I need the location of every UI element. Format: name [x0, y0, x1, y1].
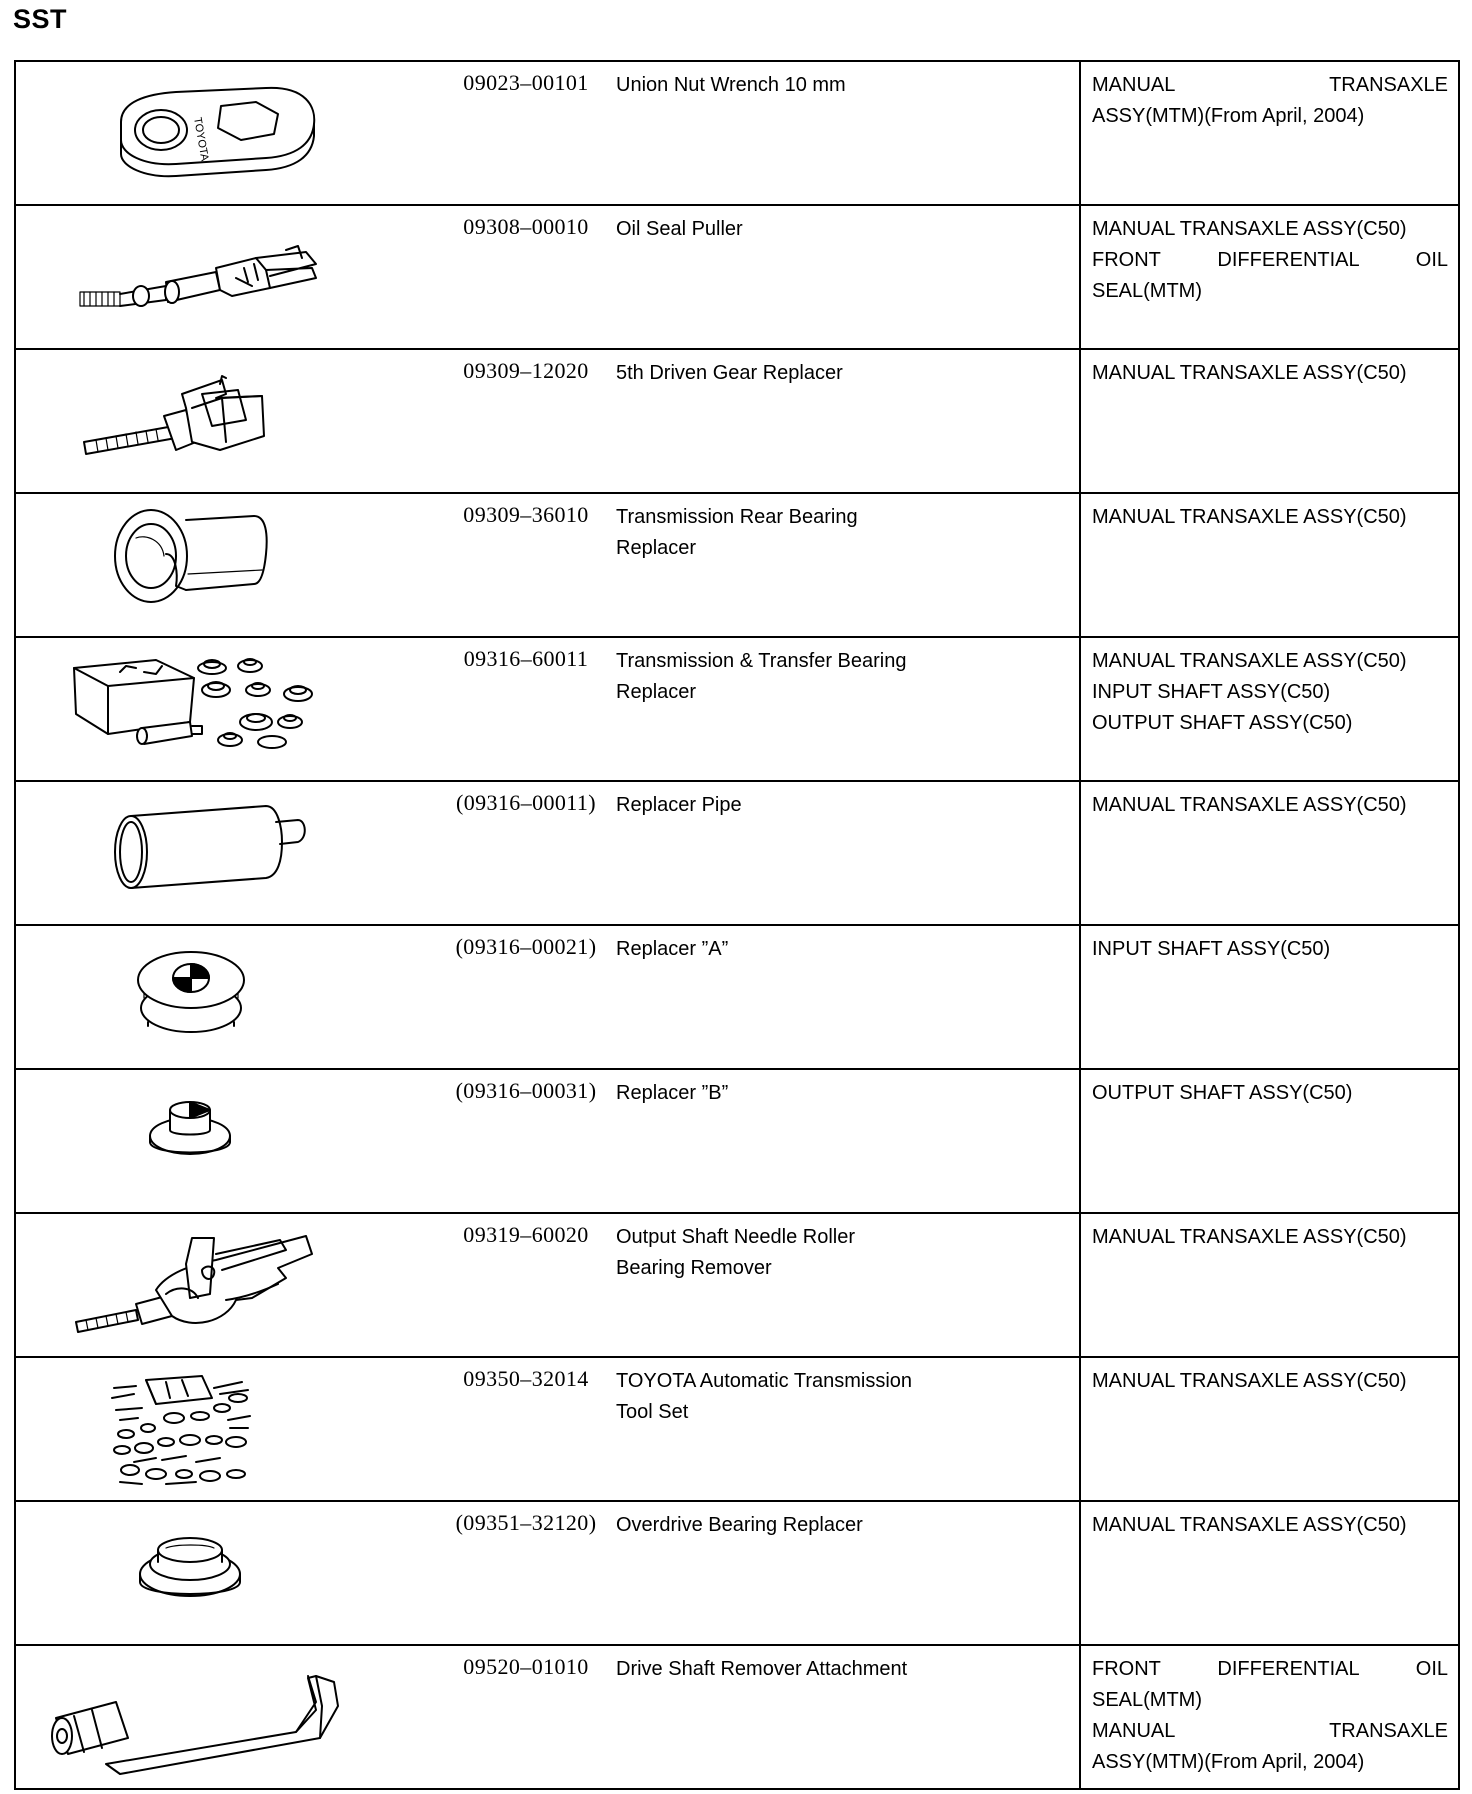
- application-line: OUTPUT SHAFT ASSY(C50): [1092, 712, 1353, 734]
- table-row: [15, 1501, 1459, 1645]
- tool-name: [616, 493, 1080, 637]
- application-cell: [1080, 1357, 1459, 1501]
- tool-name: [616, 1069, 1080, 1213]
- application-line: SEAL(MTM): [1092, 280, 1202, 302]
- needle-roller-bearing-remover-icon: [15, 1213, 436, 1357]
- application-cell: [1080, 1069, 1459, 1213]
- application-line: FRONT DIFFERENTIAL OIL: [1092, 249, 1448, 271]
- table-row: [15, 349, 1459, 493]
- tool-name-line: Replacer ”A”: [616, 938, 729, 960]
- application-cell: [1080, 1501, 1459, 1645]
- tool-name: [616, 637, 1080, 781]
- tool-name: [616, 1357, 1080, 1501]
- tool-name: [616, 1501, 1080, 1645]
- gear-replacer-icon: [15, 349, 436, 493]
- application-line: INPUT SHAFT ASSY(C50): [1092, 681, 1331, 703]
- tool-name-line: Replacer Pipe: [616, 794, 742, 816]
- tool-name: [616, 349, 1080, 493]
- tool-name-line: Bearing Remover: [616, 1257, 772, 1279]
- table-row: [15, 637, 1459, 781]
- part-number: 09520–01010: [436, 1645, 616, 1789]
- table-row: [15, 493, 1459, 637]
- tool-set-icon: [15, 1357, 436, 1501]
- tool-name-line: Drive Shaft Remover Attachment: [616, 1658, 908, 1680]
- part-number: 09316–60011: [436, 637, 616, 781]
- overdrive-bearing-replacer-icon: [15, 1501, 436, 1645]
- svg-text:TOYOTA: TOYOTA: [191, 116, 211, 163]
- application-line: FRONT DIFFERENTIAL OIL: [1092, 1658, 1448, 1680]
- tool-name: [616, 205, 1080, 349]
- union-nut-wrench-icon: [15, 61, 436, 205]
- tool-name-line: TOYOTA Automatic Transmission: [616, 1370, 913, 1392]
- table-row: [15, 925, 1459, 1069]
- part-number: 09309–12020: [436, 349, 616, 493]
- application-cell: [1080, 493, 1459, 637]
- application-cell: [1080, 637, 1459, 781]
- part-number: 09023–00101: [436, 61, 616, 205]
- application-line: MANUAL TRANSAXLE ASSY(C50): [1092, 1226, 1407, 1248]
- table-row: [15, 1069, 1459, 1213]
- part-number: (09316–00021): [436, 925, 616, 1069]
- tool-name-line: Output Shaft Needle Roller: [616, 1226, 856, 1248]
- drive-shaft-remover-icon: [15, 1645, 436, 1789]
- tool-name-line: 5th Driven Gear Replacer: [616, 362, 843, 384]
- application-cell: [1080, 205, 1459, 349]
- part-number: 09309–36010: [436, 493, 616, 637]
- application-cell: [1080, 61, 1459, 205]
- application-line: ASSY(MTM)(From April, 2004): [1092, 105, 1365, 127]
- part-number: 09308–00010: [436, 205, 616, 349]
- application-line: OUTPUT SHAFT ASSY(C50): [1092, 1082, 1353, 1104]
- tool-name-line: Replacer ”B”: [616, 1082, 729, 1104]
- tool-name-line: Replacer: [616, 537, 697, 559]
- tool-name-line: Replacer: [616, 681, 697, 703]
- replacer-pipe-icon: [15, 781, 436, 925]
- application-cell: [1080, 925, 1459, 1069]
- bearing-replacer-set-icon: [15, 637, 436, 781]
- table-row: [15, 1645, 1459, 1789]
- table-row: [15, 61, 1459, 205]
- tool-name: [616, 925, 1080, 1069]
- part-number: 09350–32014: [436, 1357, 616, 1501]
- application-line: MANUAL TRANSAXLE: [1092, 1720, 1448, 1742]
- tool-name: [616, 1213, 1080, 1357]
- application-line: MANUAL TRANSAXLE ASSY(C50): [1092, 1514, 1407, 1536]
- application-cell: [1080, 1645, 1459, 1789]
- application-line: ASSY(MTM)(From April, 2004): [1092, 1751, 1365, 1773]
- replacer-a-icon: [15, 925, 436, 1069]
- tool-name-line: Union Nut Wrench 10 mm: [616, 74, 846, 96]
- application-line: MANUAL TRANSAXLE ASSY(C50): [1092, 794, 1407, 816]
- part-number: 09319–60020: [436, 1213, 616, 1357]
- application-cell: [1080, 1213, 1459, 1357]
- tool-name-line: Tool Set: [616, 1401, 689, 1423]
- application-line: INPUT SHAFT ASSY(C50): [1092, 938, 1331, 960]
- application-line: MANUAL TRANSAXLE ASSY(C50): [1092, 506, 1407, 528]
- page-title: SST: [13, 4, 68, 34]
- tool-name-line: Oil Seal Puller: [616, 218, 743, 240]
- replacer-b-icon: [15, 1069, 436, 1213]
- application-line: SEAL(MTM): [1092, 1689, 1202, 1711]
- application-cell: [1080, 781, 1459, 925]
- application-line: MANUAL TRANSAXLE ASSY(C50): [1092, 1370, 1407, 1392]
- tool-name: [616, 61, 1080, 205]
- sst-table: [14, 60, 1460, 1790]
- table-row: [15, 1213, 1459, 1357]
- tool-name-line: Transmission & Transfer Bearing: [616, 650, 907, 672]
- part-number: (09351–32120): [436, 1501, 616, 1645]
- table-row: [15, 781, 1459, 925]
- tool-name: [616, 1645, 1080, 1789]
- application-line: MANUAL TRANSAXLE ASSY(C50): [1092, 650, 1407, 672]
- part-number: (09316–00031): [436, 1069, 616, 1213]
- application-line: MANUAL TRANSAXLE: [1092, 74, 1448, 96]
- rear-bearing-replacer-icon: [15, 493, 436, 637]
- table-row: [15, 1357, 1459, 1501]
- oil-seal-puller-icon: [15, 205, 436, 349]
- tool-name-line: Transmission Rear Bearing: [616, 506, 858, 528]
- application-cell: [1080, 349, 1459, 493]
- part-number: (09316–00011): [436, 781, 616, 925]
- tool-name-line: Overdrive Bearing Replacer: [616, 1514, 863, 1536]
- table-row: [15, 205, 1459, 349]
- application-line: MANUAL TRANSAXLE ASSY(C50): [1092, 218, 1407, 240]
- application-line: MANUAL TRANSAXLE ASSY(C50): [1092, 362, 1407, 384]
- tool-name: [616, 781, 1080, 925]
